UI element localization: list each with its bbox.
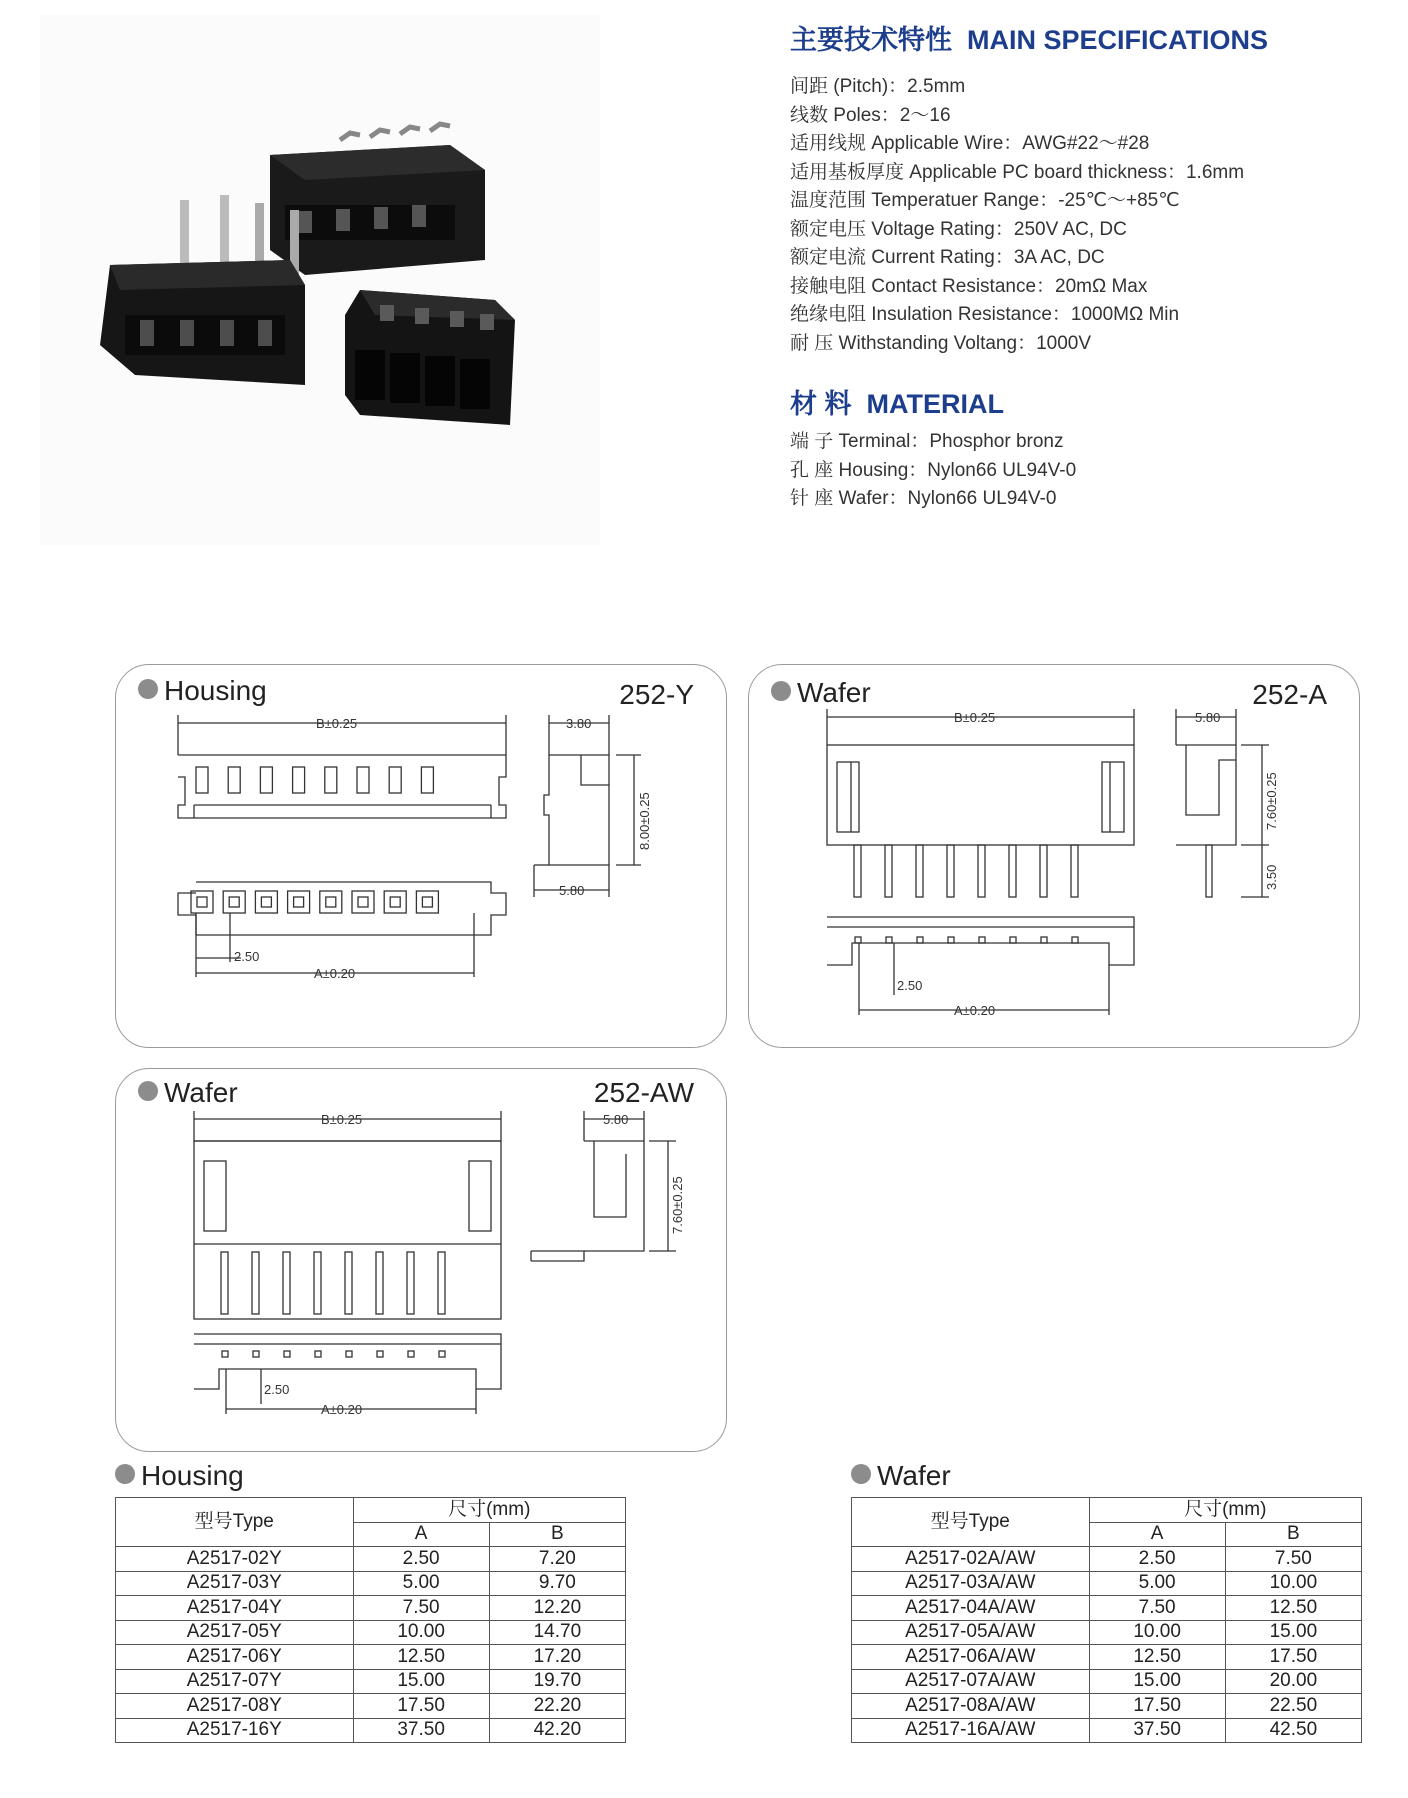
col-a-header: A <box>1089 1522 1225 1547</box>
pin-dot <box>377 1351 383 1357</box>
specs-title: 主要技术特性 MAIN SPECIFICATIONS <box>790 25 1269 55</box>
dim-header: 尺寸(mm) <box>1089 1498 1361 1523</box>
table-row <box>116 1547 626 1572</box>
housing-table <box>115 1497 626 1743</box>
cavity <box>352 891 374 913</box>
spec-line: 间距 (Pitch)：2.5mm <box>790 76 966 97</box>
panel-code: 252-Y <box>619 679 694 710</box>
spec-line: 额定电压 Voltage Rating：250V AC, DC <box>790 218 1127 240</box>
b-cell: 20.00 <box>1225 1669 1361 1694</box>
table-row <box>116 1718 626 1743</box>
type-cell: A2517-02Y <box>116 1547 354 1572</box>
product-photo <box>40 15 600 545</box>
a-cell: 12.50 <box>353 1645 489 1670</box>
cavity-inner <box>390 897 400 907</box>
table-row <box>116 1669 626 1694</box>
a-cell: 15.00 <box>353 1669 489 1694</box>
pin-dot <box>948 937 954 943</box>
dim-label: 5.80 <box>559 883 585 898</box>
table-row <box>116 1645 626 1670</box>
cavity <box>416 891 438 913</box>
panel-title: Housing <box>138 675 267 707</box>
pin <box>947 845 954 897</box>
cavity <box>320 891 342 913</box>
pin-dot <box>1010 937 1016 943</box>
type-header: 型号Type <box>116 1498 354 1547</box>
pin-dot <box>439 1351 445 1357</box>
panel-code: 252-AW <box>593 1077 694 1108</box>
b-cell: 12.50 <box>1225 1596 1361 1621</box>
material-list <box>790 428 1076 514</box>
wafer-aw-drawing-panel <box>115 1068 727 1452</box>
spec-line: 温度范围 Temperatuer Range：-25℃～+85℃ <box>790 190 1180 211</box>
a-cell: 5.00 <box>353 1571 489 1596</box>
spec-line: 接触电阻 Contact Resistance：20mΩ Max <box>790 275 1148 297</box>
housing-drawing <box>116 665 726 1047</box>
pin <box>916 845 923 897</box>
pin <box>978 845 985 897</box>
cavity-inner <box>358 897 368 907</box>
cavity-inner <box>197 897 207 907</box>
pin-dot <box>979 937 985 943</box>
a-cell: 7.50 <box>353 1596 489 1621</box>
dim-label: 8.00±0.25 <box>637 792 652 850</box>
b-cell: 14.70 <box>489 1620 625 1645</box>
dim-label: 2.50 <box>897 978 923 993</box>
type-cell: A2517-04Y <box>116 1596 354 1621</box>
b-cell: 42.50 <box>1225 1718 1361 1743</box>
table-row <box>852 1596 1362 1621</box>
pin-dot <box>408 1351 414 1357</box>
cavity-inner <box>294 897 304 907</box>
photo-wafer-back <box>270 124 485 275</box>
specs-list <box>790 73 1244 358</box>
a-cell: 12.50 <box>1089 1645 1225 1670</box>
pin <box>252 1252 259 1314</box>
cavity-inner <box>326 897 336 907</box>
cavity-inner <box>229 897 239 907</box>
dim-header: 尺寸(mm) <box>353 1498 626 1523</box>
bullet-icon <box>115 1464 135 1484</box>
a-cell: 37.50 <box>353 1718 489 1743</box>
type-cell: A2517-06A/AW <box>852 1645 1090 1670</box>
dim-label: 3.80 <box>566 716 592 731</box>
type-cell: A2517-02A/AW <box>852 1547 1090 1572</box>
wafer-aw-drawing <box>116 1069 726 1451</box>
spec-line: 适用基板厚度 Applicable PC board thickness：1.6mm <box>790 161 1245 183</box>
type-cell: A2517-05Y <box>116 1620 354 1645</box>
a-cell: 17.50 <box>353 1694 489 1719</box>
b-cell: 17.50 <box>1225 1645 1361 1670</box>
type-cell: A2517-03A/AW <box>852 1571 1090 1596</box>
table-row <box>852 1547 1362 1572</box>
dim-label: A±0.20 <box>321 1402 363 1417</box>
pin-dot <box>1041 937 1047 943</box>
type-cell: A2517-16Y <box>116 1718 354 1743</box>
cavity <box>288 891 310 913</box>
pin <box>1071 845 1078 897</box>
type-cell: A2517-06Y <box>116 1645 354 1670</box>
material-line: 孔 座 Housing：Nylon66 UL94V-0 <box>790 459 1077 481</box>
type-header: 型号Type <box>852 1498 1090 1547</box>
pin <box>314 1252 321 1314</box>
spec-line: 额定电流 Current Rating：3A AC, DC <box>790 247 1105 268</box>
panel-code: 252-A <box>1252 679 1327 710</box>
a-cell: 2.50 <box>1089 1547 1225 1572</box>
housing-table-title: Housing <box>115 1460 244 1492</box>
wafer-table <box>851 1497 1362 1743</box>
a-cell: 10.00 <box>353 1620 489 1645</box>
spec-line: 适用线规 Applicable Wire：AWG#22～#28 <box>790 133 1150 154</box>
b-cell: 22.50 <box>1225 1694 1361 1719</box>
spec-line: 绝缘电阻 Insulation Resistance：1000MΩ Min <box>790 304 1180 325</box>
col-b-header: B <box>1225 1522 1361 1547</box>
pin <box>407 1252 414 1314</box>
table-row <box>852 1645 1362 1670</box>
slot <box>389 767 401 793</box>
spec-line: 线数 Poles：2～16 <box>790 104 951 126</box>
a-cell: 7.50 <box>1089 1596 1225 1621</box>
pin <box>885 845 892 897</box>
wafer-table-title: Wafer <box>851 1460 951 1492</box>
table-row <box>852 1669 1362 1694</box>
slot <box>293 767 305 793</box>
table-row <box>852 1694 1362 1719</box>
dim-label: B±0.25 <box>316 716 358 731</box>
b-cell: 15.00 <box>1225 1620 1361 1645</box>
type-cell: A2517-07A/AW <box>852 1669 1090 1694</box>
pin-dot <box>315 1351 321 1357</box>
pin-dot <box>886 937 892 943</box>
type-cell: A2517-04A/AW <box>852 1596 1090 1621</box>
slot <box>196 767 208 793</box>
type-cell: A2517-08A/AW <box>852 1694 1090 1719</box>
dim-label: A±0.20 <box>954 1003 996 1018</box>
wafer-a-drawing-panel <box>748 664 1360 1048</box>
pin <box>1009 845 1016 897</box>
table-row <box>852 1571 1362 1596</box>
pin <box>438 1252 445 1314</box>
slot <box>228 767 240 793</box>
pin <box>1040 845 1047 897</box>
pin-dot <box>346 1351 352 1357</box>
type-cell: A2517-03Y <box>116 1571 354 1596</box>
col-b-header: B <box>489 1522 625 1547</box>
b-cell: 12.20 <box>489 1596 625 1621</box>
dim-label: 7.60±0.25 <box>670 1176 685 1234</box>
slot <box>260 767 272 793</box>
dim-label: A±0.20 <box>314 966 356 981</box>
a-cell: 15.00 <box>1089 1669 1225 1694</box>
table-row <box>852 1718 1362 1743</box>
table-row <box>852 1620 1362 1645</box>
pin <box>345 1252 352 1314</box>
b-cell: 7.20 <box>489 1547 625 1572</box>
b-cell: 42.20 <box>489 1718 625 1743</box>
material-title: 材 料 MATERIAL <box>790 389 1005 419</box>
wafer-a-drawing <box>749 665 1359 1047</box>
a-cell: 5.00 <box>1089 1571 1225 1596</box>
b-cell: 9.70 <box>489 1571 625 1596</box>
type-cell: A2517-05A/AW <box>852 1620 1090 1645</box>
table-row <box>116 1571 626 1596</box>
col-a-header: A <box>353 1522 489 1547</box>
panel-title: Wafer <box>138 1077 238 1109</box>
pin-dot <box>284 1351 290 1357</box>
cavity <box>384 891 406 913</box>
dim-label: 7.60±0.25 <box>1264 772 1279 830</box>
pin <box>376 1252 383 1314</box>
bullet-icon <box>851 1464 871 1484</box>
material-line: 端 子 Terminal：Phosphor bronz <box>790 431 1064 452</box>
slot <box>325 767 337 793</box>
dim-label: 2.50 <box>234 949 260 964</box>
table-row <box>116 1620 626 1645</box>
a-cell: 10.00 <box>1089 1620 1225 1645</box>
dim-label: B±0.25 <box>321 1112 363 1127</box>
pin-dot <box>253 1351 259 1357</box>
table-row <box>116 1694 626 1719</box>
type-cell: A2517-08Y <box>116 1694 354 1719</box>
cavity <box>191 891 213 913</box>
pin <box>854 845 861 897</box>
dim-label: 5.80 <box>603 1112 629 1127</box>
slot <box>357 767 369 793</box>
b-cell: 17.20 <box>489 1645 625 1670</box>
spec-line: 耐 压 Withstanding Voltang：1000V <box>790 332 1092 354</box>
table-row <box>116 1596 626 1621</box>
photo-housing <box>345 290 515 425</box>
a-cell: 37.50 <box>1089 1718 1225 1743</box>
b-cell: 22.20 <box>489 1694 625 1719</box>
pin-dot <box>222 1351 228 1357</box>
material-line: 针 座 Wafer：Nylon66 UL94V-0 <box>790 488 1057 509</box>
housing-drawing-panel <box>115 664 727 1048</box>
pin-dot <box>917 937 923 943</box>
dim-label: B±0.25 <box>954 710 996 725</box>
slot <box>421 767 433 793</box>
panel-title: Wafer <box>771 677 871 709</box>
cavity <box>255 891 277 913</box>
pin-dot <box>1072 937 1078 943</box>
cavity <box>223 891 245 913</box>
cavity-inner <box>422 897 432 907</box>
cavity-inner <box>261 897 271 907</box>
b-cell: 7.50 <box>1225 1547 1361 1572</box>
type-cell: A2517-07Y <box>116 1669 354 1694</box>
pin <box>283 1252 290 1314</box>
b-cell: 19.70 <box>489 1669 625 1694</box>
type-cell: A2517-16A/AW <box>852 1718 1090 1743</box>
b-cell: 10.00 <box>1225 1571 1361 1596</box>
a-cell: 2.50 <box>353 1547 489 1572</box>
dim-label: 2.50 <box>264 1382 290 1397</box>
dim-label: 3.50 <box>1264 864 1279 890</box>
pin <box>221 1252 228 1314</box>
a-cell: 17.50 <box>1089 1694 1225 1719</box>
pin-dot <box>855 937 861 943</box>
dim-label: 5.80 <box>1195 710 1221 725</box>
